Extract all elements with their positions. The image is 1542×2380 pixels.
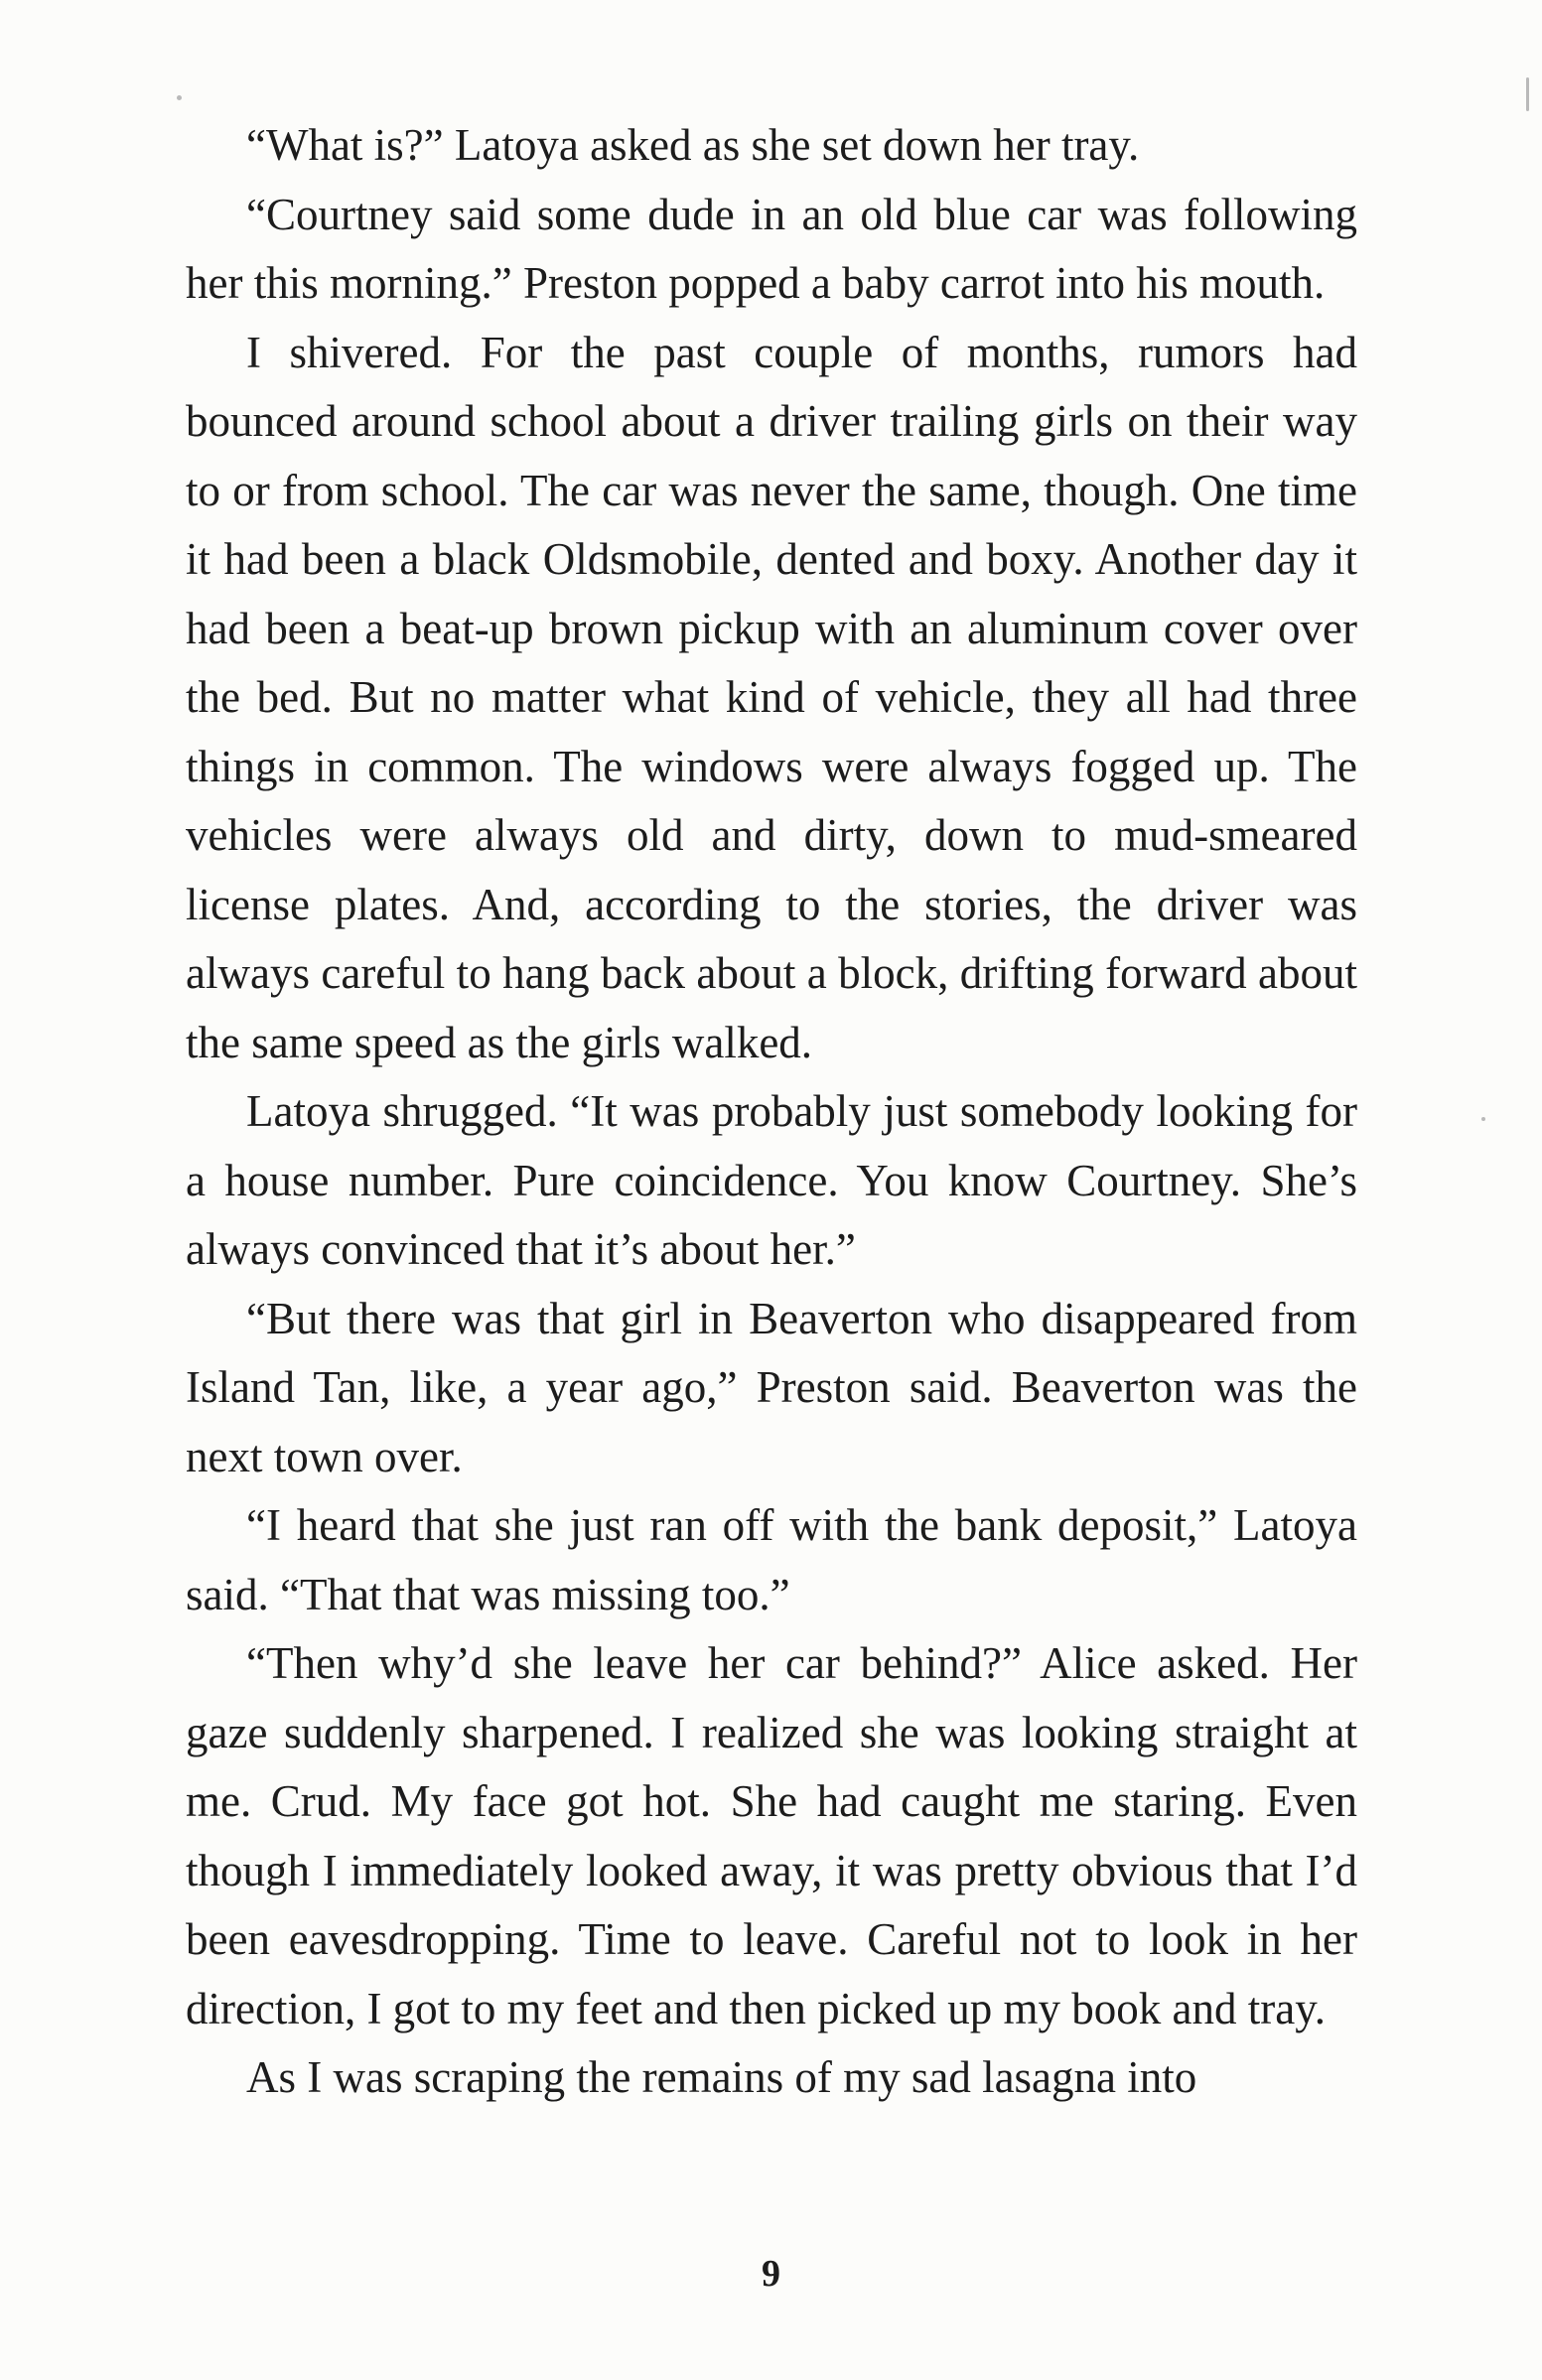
paper-speck bbox=[1481, 1117, 1485, 1121]
paper-speck bbox=[177, 95, 182, 100]
paragraph: I shivered. For the past couple of months, rumors had bounced around school about a driver trailing girls on their way to or from school. The car was never the same, though. One time it had been a black Oldsmobile, dented and boxy. Another day it had been a beat-up brown pickup with an aluminum cover over the bed. But no matter what kind of vehicle, they all had three things in common. The windows were always fogged up. The vehicles were always old and dirty, down to mud-smeared license plates. And, according to the stories, the driver was always careful to hang back about a block, drifting forward about the same speed as the girls walked. bbox=[186, 327, 1357, 1067]
page-number: 9 bbox=[762, 2253, 780, 2295]
paragraph: “But there was that girl in Beaverton who disappeared from Island Tan, like, a year ago,” Preston said. Beaverton was the next town over. bbox=[186, 1293, 1357, 1481]
paper-speck bbox=[1526, 77, 1529, 111]
paragraph: “I heard that she just ran off with the bank deposit,” Latoya said. “That that was missing too.” bbox=[186, 1500, 1357, 1619]
paragraph: “Courtney said some dude in an old blue car was following her this morning.” Preston popped a baby carrot into his mouth. bbox=[186, 189, 1357, 308]
paragraph: “Then why’d she leave her car behind?” Alice asked. Her gaze suddenly sharpened. I realized she was looking straight at me. Crud. My face got hot. She had caught me staring. Even though I immediately looked away, it was pretty obvious that I’d been eavesdropping. Time to leave. Careful not to look in her direction, I got to my feet and then picked up my book and tray. bbox=[186, 1638, 1357, 2033]
body-text bbox=[186, 111, 1357, 2113]
paragraph: Latoya shrugged. “It was probably just somebody looking for a house number. Pure coincidence. You know Courtney. She’s always convinced that it’s about her.” bbox=[186, 1086, 1357, 1274]
paragraph: As I was scraping the remains of my sad lasagna into bbox=[246, 2052, 1197, 2102]
paragraph: “What is?” Latoya asked as she set down her tray. bbox=[246, 120, 1140, 170]
